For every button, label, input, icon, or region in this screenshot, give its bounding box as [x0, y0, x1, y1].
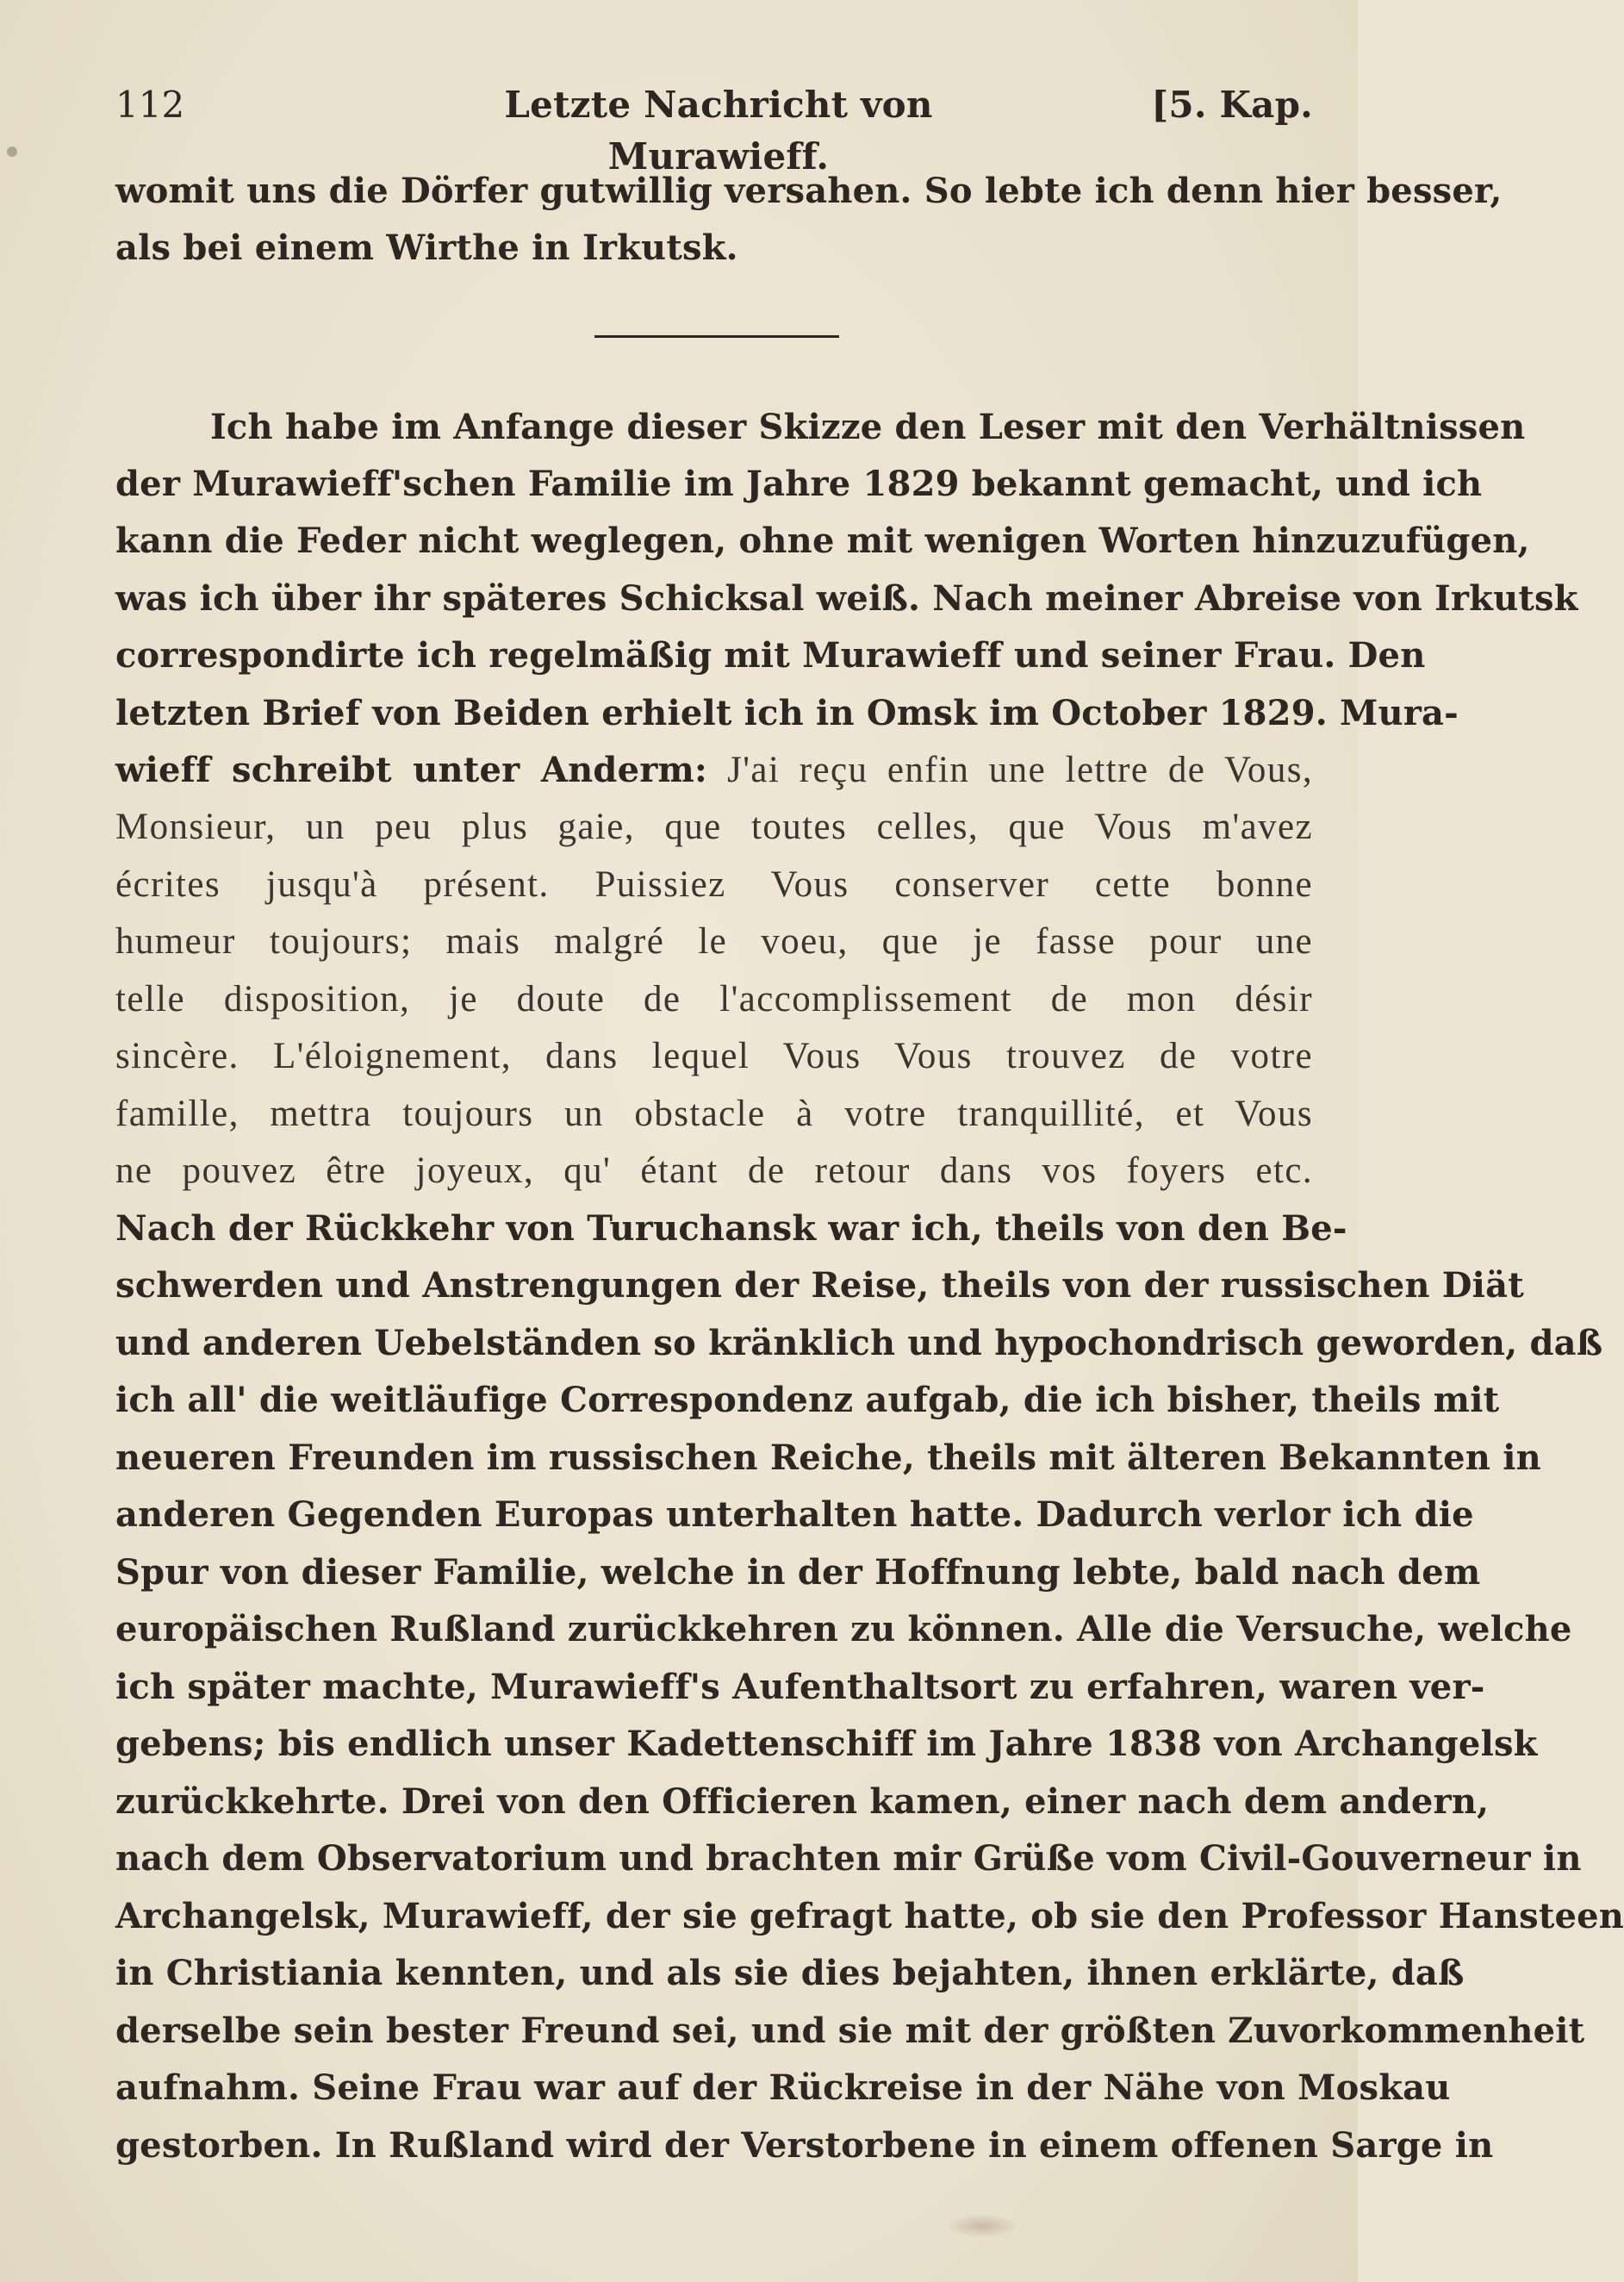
text-line: anderen Gegenden Europas unterhalten hatte. Dadurch verlor ich die [115, 1494, 1474, 1535]
text-line: der Murawieff'schen Familie im Jahre 1829 bekannt gemacht, und ich [115, 464, 1483, 504]
paragraph-first-line: Ich habe im Anfange dieser Skizze den Leser mit den Verhältnissen [210, 407, 1526, 447]
text-line: letzten Brief von Beiden erhielt ich in Omsk im October 1829. Mura- [115, 693, 1459, 733]
french-quote-line: famille, mettra toujours un obstacle à votre tranquillité, et Vous [115, 1094, 1313, 1134]
text-line: Archangelsk, Murawieff, der sie gefragt hatte, ob sie den Professor Hansteen [115, 1896, 1624, 1936]
text-line-mixed [115, 745, 1313, 796]
text-line: Nach der Rückkehr von Turuchansk war ich, theils von den Be- [115, 1208, 1347, 1249]
page-smudge [948, 2215, 1017, 2237]
text-line: und anderen Uebelständen so kränklich und hypochondrisch geworden, daß [115, 1323, 1603, 1363]
text-line: correspondirte ich regelmäßig mit Murawieff und seiner Frau. Den [115, 635, 1426, 676]
text-line: was ich über ihr späteres Schicksal weiß. Nach meiner Abreise von Irkutsk [115, 578, 1578, 619]
text-line: derselbe sein bester Freund sei, und sie mit der größten Zuvorkommenheit [115, 2011, 1585, 2051]
text-line: aufnahm. Seine Frau war auf der Rückreise in der Nähe von Moskau [115, 2067, 1451, 2108]
french-quote-segment: J'ai reçu enfin une lettre de Vous, [727, 750, 1314, 790]
text-fraktur-segment: wieff schreibt unter Anderm: [115, 750, 708, 790]
section-divider [594, 335, 839, 338]
french-quote-line: sincère. L'éloignement, dans lequel Vous Vous trouvez de votre [115, 1036, 1313, 1076]
text-line: europäischen Rußland zurückkehren zu können. Alle die Versuche, welche [115, 1609, 1572, 1649]
running-title: Letzte Nachricht von Murawieff. [504, 84, 933, 178]
french-quote-line: écrites jusqu'à présent. Puissiez Vous conserver cette bonne [115, 864, 1313, 905]
french-quote-line: telle disposition, je doute de l'accomplissement de mon désir [115, 979, 1313, 1019]
text-line: ich all' die weitläufige Correspondenz aufgab, die ich bisher, theils mit [115, 1380, 1500, 1420]
page-blemish [7, 147, 17, 157]
text-line: schwerden und Anstrengungen der Reise, theils von der russischen Diät [115, 1265, 1524, 1306]
text-line: nach dem Observatorium und brachten mir Grüße vom Civil-Gouverneur in [115, 1838, 1582, 1879]
text-line: als bei einem Wirthe in Irkutsk. [115, 228, 738, 268]
page-number: 112 [115, 84, 185, 126]
text-line: gebens; bis endlich unser Kadettenschiff im Jahre 1838 von Archangelsk [115, 1724, 1538, 1764]
text-line: in Christiania kennten, und als sie dies bejahten, ihnen erklärte, daß [115, 1953, 1465, 1993]
text-line: gestorben. In Rußland wird der Verstorbene in einem offenen Sarge in [115, 2125, 1494, 2166]
text-line: zurückkehrte. Drei von den Officieren kamen, einer nach dem andern, [115, 1781, 1490, 1822]
text-line: Spur von dieser Familie, welche in der Hoffnung lebte, bald nach dem [115, 1552, 1481, 1593]
text-line: neueren Freunden im russischen Reiche, theils mit älteren Bekannten in [115, 1437, 1541, 1478]
running-header [115, 79, 1313, 178]
text-line: kann die Feder nicht weglegen, ohne mit wenigen Worten hinzuzufügen, [115, 521, 1530, 561]
french-quote-line: Monsieur, un peu plus gaie, que toutes celles, que Vous m'avez [115, 807, 1313, 847]
chapter-reference: [5. Kap. [1151, 84, 1313, 126]
text-line: womit uns die Dörfer gutwillig versahen. So lebte ich denn hier besser, [115, 171, 1503, 211]
french-quote-line: ne pouvez être joyeux, qu' étant de retour dans vos foyers etc. [115, 1150, 1313, 1191]
french-quote-line: humeur toujours; mais malgré le voeu, que je fasse pour une [115, 921, 1313, 962]
text-line: ich später machte, Murawieff's Aufenthaltsort zu erfahren, waren ver- [115, 1667, 1485, 1707]
